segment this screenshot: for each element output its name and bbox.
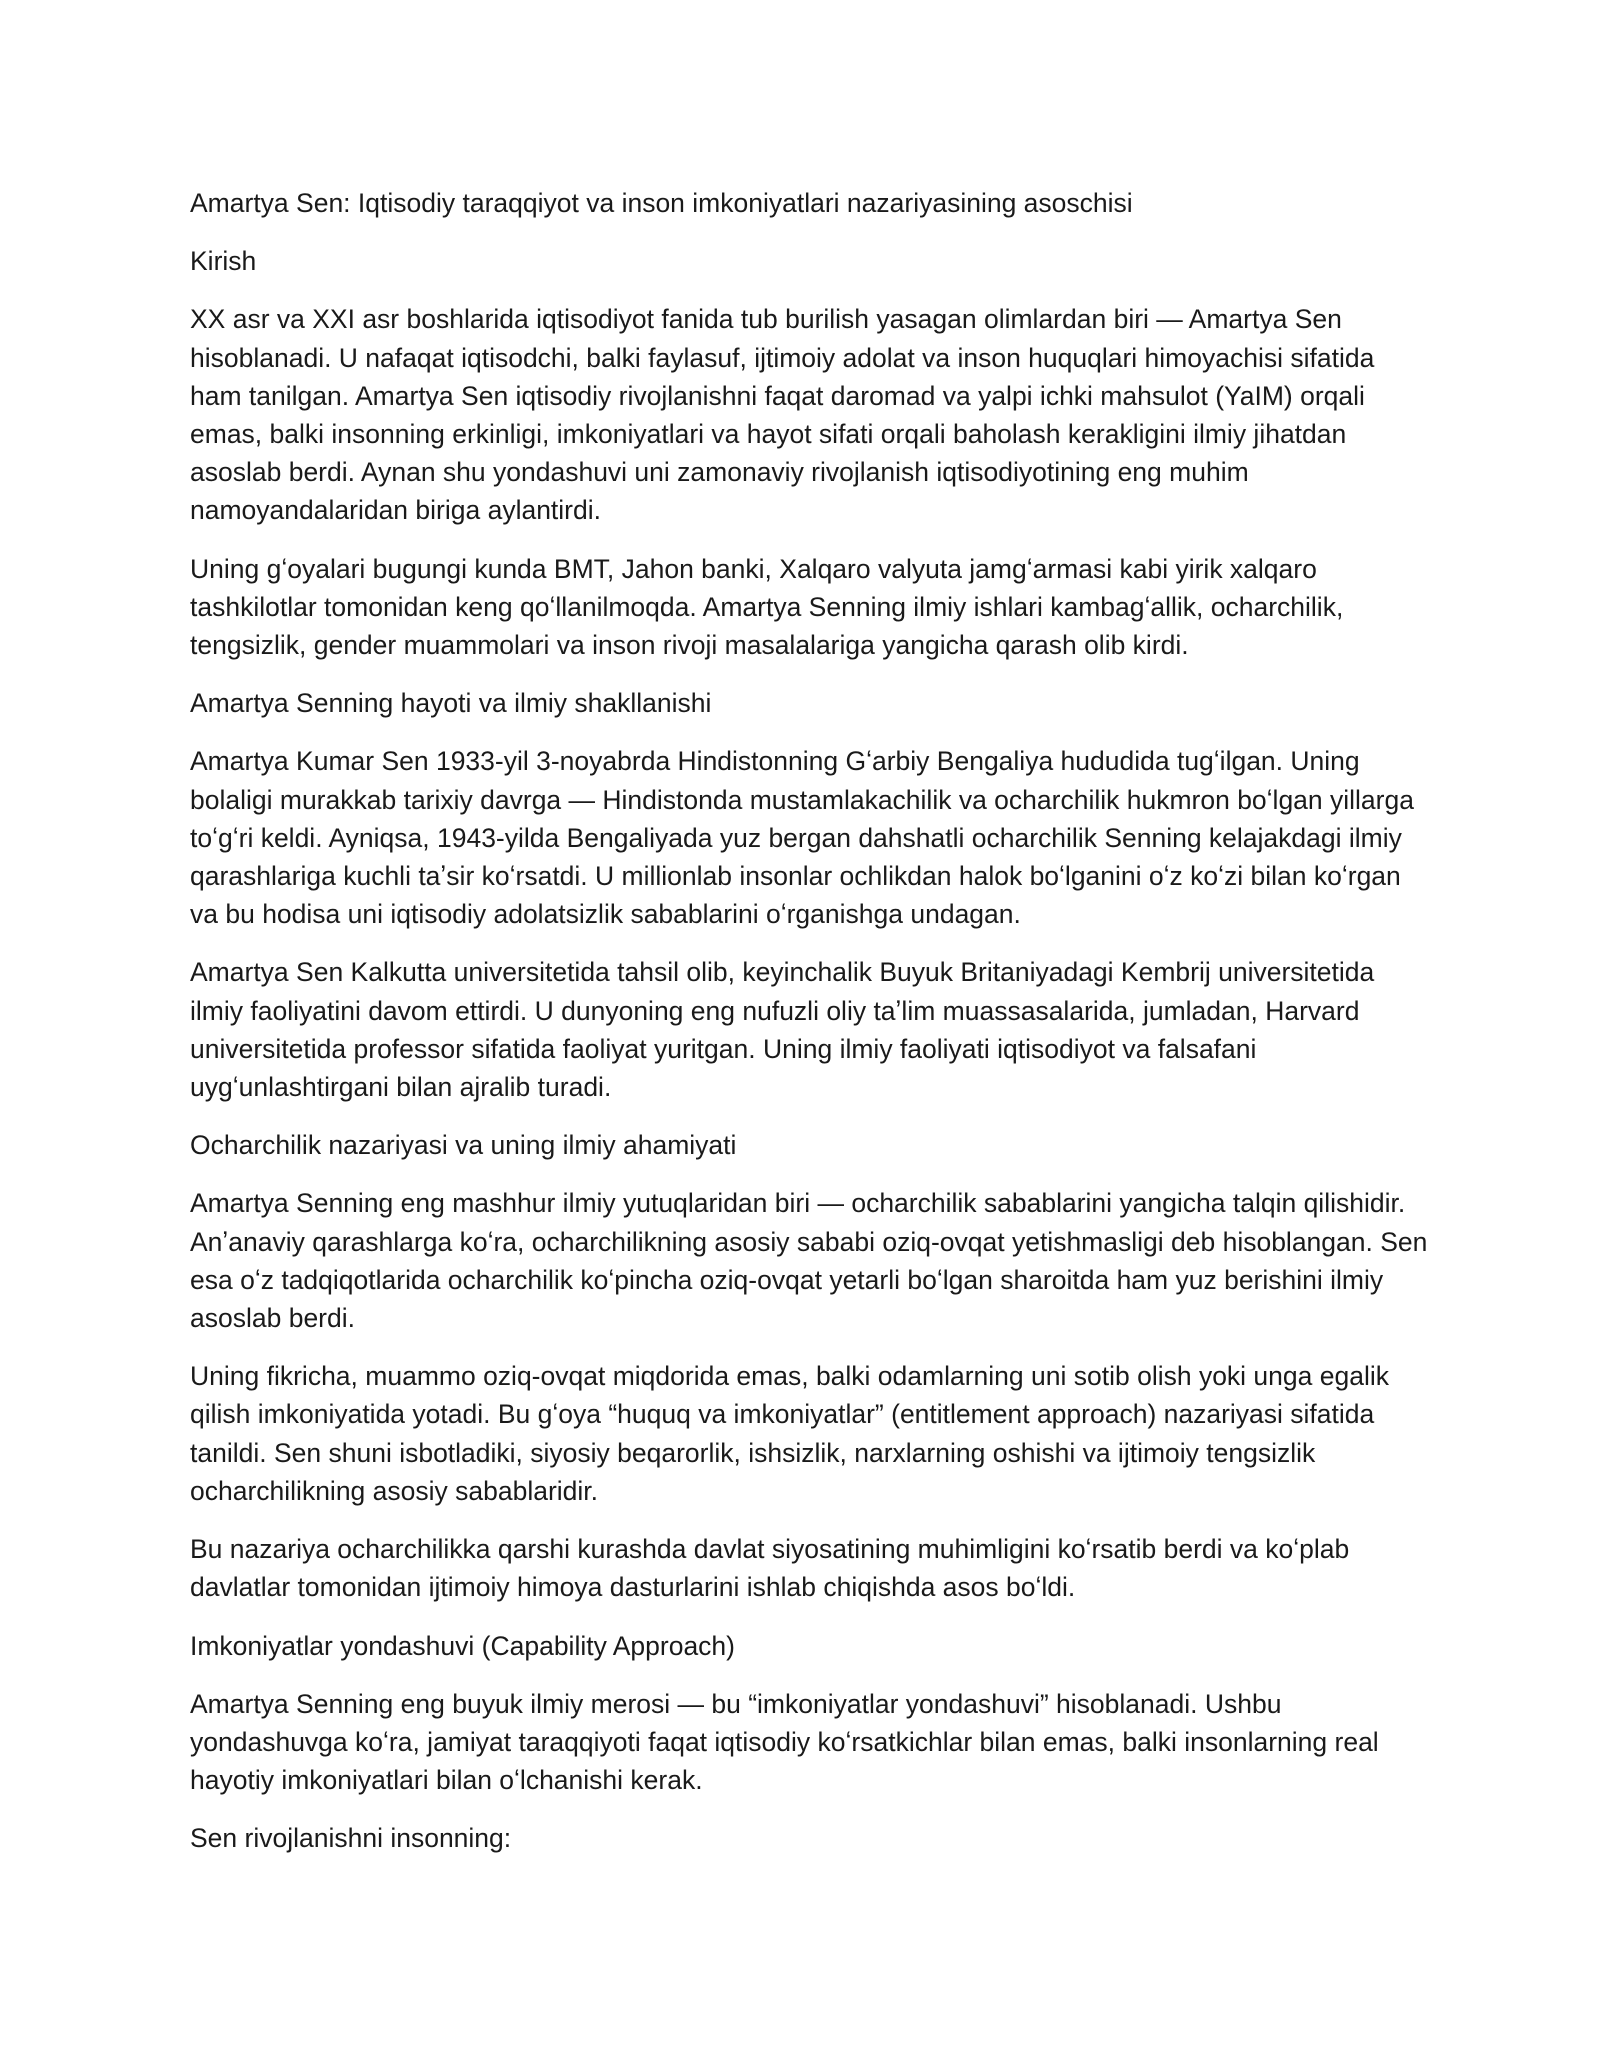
paragraph-life-2: Amartya Sen Kalkutta universitetida tahsil olib, keyinchalik Buyuk Britaniyadagi Kembrij universitetida ilmiy faoliyatini davom ettirdi. U dunyoning eng nufuzli oliy taʼlim muassasalarida, jumladan, Harvard universitetida professor sifatida faoliyat yuritgan. Uning ilmiy faoliyati iqtisodiyot va falsafani uygʻunlashtirgani bilan ajralib turadi. <box>190 957 1375 1103</box>
paragraph-capability-1: Amartya Senning eng buyuk ilmiy merosi — bu “imkoniyatlar yondashuvi” hisoblanadi. Ushbu yondashuvga koʻra, jamiyat taraqqiyoti faqat iqtisodiy koʻrsatkichlar bilan emas, balki insonlarning real hayotiy imkoniyatlari bilan oʻlchanishi kerak. <box>190 1688 1379 1796</box>
paragraph-life-1: Amartya Kumar Sen 1933-yil 3-noyabrda Hindistonning Gʻarbiy Bengaliya hududida tugʻilgan. Uning bolaligi murakkab tarixiy davrga — Hindistonda mustamlakachilik va ocharchilik hukmron boʻlgan yillarga toʻgʻri keldi. Ayniqsa, 1943-yilda Bengaliyada yuz bergan dahshatli ocharchilik Senning kelajakdagi ilmiy qarashlariga kuchli taʼsir koʻrsatdi. U millionlab insonlar ochlikdan halok boʻlganini oʻz koʻzi bilan koʻrgan va bu hodisa uni iqtisodiy adolatsizlik sabablarini oʻrganishga undagan. <box>190 746 1414 930</box>
paragraph-famine-2: Uning fikricha, muammo oziq-ovqat miqdorida emas, balki odamlarning uni sotib olish yoki unga egalik qilish imkoniyatida yotadi. Bu gʻoya “huquq va imkoniyatlar” (entitlement approach) nazariyasi sifatida tanildi. Sen shuni isbotladiki, siyosiy beqarorlik, ishsizlik, narxlarning oshishi va ijtimoiy tengsizlik ocharchilikning asosiy sabablaridir. <box>190 1361 1389 1506</box>
paragraph-intro-1: XX asr va XXI asr boshlarida iqtisodiyot fanida tub burilish yasagan olimlardan biri — Amartya Sen hisoblanadi. U nafaqat iqtisodchi, balki faylasuf, ijtimoiy adolat va inson huquqlari himoyachisi sifatida ham tanilgan. Amartya Sen iqtisodiy rivojlanishni faqat daromad va yalpi ichki mahsulot (YaIM) orqali emas, balki insonning erkinligi, imkoniyatlari va hayot sifati orqali baholash kerakligini ilmiy jihatdan asoslab berdi. Aynan shu yondashuvi uni zamonaviy rivojlanish iqtisodiyotining eng muhim namoyandalaridan biriga aylantirdi. <box>190 304 1375 526</box>
section-heading-famine: Ocharchilik nazariyasi va uning ilmiy ahamiyati <box>190 1130 737 1161</box>
section-heading-life: Amartya Senning hayoti va ilmiy shakllanishi <box>190 688 712 719</box>
document-title: Amartya Sen: Iqtisodiy taraqqiyot va inson imkoniyatlari nazariyasining asoschisi <box>190 188 1133 218</box>
section-heading-intro: Kirish <box>190 246 257 277</box>
paragraph-intro-2: Uning gʻoyalari bugungi kunda BMT, Jahon banki, Xalqaro valyuta jamgʻarmasi kabi yirik xalqaro tashkilotlar tomonidan keng qoʻllanilmoqda. Amartya Senning ilmiy ishlari kambagʻallik, ocharchilik, tengsizlik, gender muammolari va inson rivoji masalalariga yangicha qarash olib kirdi. <box>190 553 1344 661</box>
section-heading-capability: Imkoniyatlar yondashuvi (Capability Approach) <box>190 1630 735 1661</box>
document-page <box>190 184 1430 1878</box>
paragraph-capability-2: Sen rivojlanishni insonning: <box>190 1823 512 1854</box>
paragraph-famine-1: Amartya Senning eng mashhur ilmiy yutuqlaridan biri — ocharchilik sabablarini yangicha talqin qilishidir. Anʼanaviy qarashlarga koʻra, ocharchilikning asosiy sababi oziq-ovqat yetishmasligi deb hisoblangan. Sen esa oʻz tadqiqotlarida ocharchilik koʻpincha oziq-ovqat yetarli boʻlgan sharoitda ham yuz berishini ilmiy asoslab berdi. <box>190 1188 1428 1334</box>
paragraph-famine-3: Bu nazariya ocharchilikka qarshi kurashda davlat siyosatining muhimligini koʻrsatib berdi va koʻplab davlatlar tomonidan ijtimoiy himoya dasturlarini ishlab chiqishda asos boʻldi. <box>190 1534 1350 1603</box>
